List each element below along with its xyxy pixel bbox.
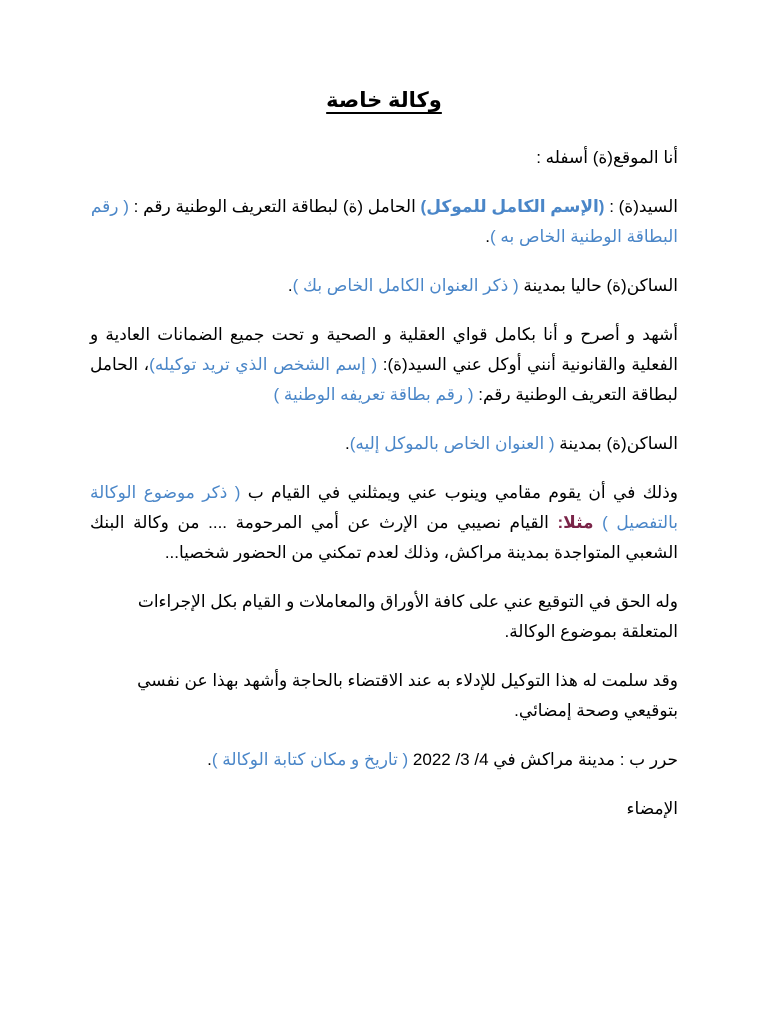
signature-label: الإمضاء — [626, 799, 678, 818]
residence-prefix: الساكن(ة) حاليا بمدينة — [518, 276, 678, 295]
agent-residence-prefix: الساكن(ة) بمدينة — [554, 434, 678, 453]
agent-residence-end: . — [344, 434, 350, 453]
principal-name-placeholder: (الإسم الكامل للموكل) — [420, 197, 605, 216]
agent-name-placeholder: ( إسم الشخص الذي تريد توكيله) — [149, 355, 378, 374]
declaration-middle: ، الحامل لبطاقة التعريف الوطنية رقم: — [90, 355, 678, 404]
purpose-paragraph — [90, 478, 678, 568]
delivered-paragraph: وقد سلمت له هذا التوكيل للإدلاء به عند الاقتضاء بالحاجة وأشهد بهذا عن نفسي بتوقيعي وصحة إمضائي. — [137, 671, 678, 720]
intro-line: أنا الموقع(ة) أسفله : — [536, 148, 678, 167]
agent-id-placeholder: ( رقم بطاقة تعريفه الوطنية ) — [273, 385, 474, 404]
agent-address-placeholder: ( العنوان الخاص بالموكل إليه) — [349, 434, 555, 453]
principal-prefix: السيد(ة) : — [604, 197, 678, 216]
example-label: مثلا: — [557, 513, 603, 532]
issued-date: 2022 /3 /4 — [412, 750, 489, 769]
principal-middle: الحامل (ة) لبطاقة التعريف الوطنية رقم : — [128, 197, 421, 216]
principal-end: . — [485, 227, 490, 246]
agent-residence-paragraph — [90, 429, 678, 459]
issued-end: . — [207, 750, 212, 769]
declaration-paragraph — [90, 320, 678, 410]
purpose-subject-placeholder: ( ذكر موضوع الوكالة بالتفصيل ) — [90, 483, 678, 532]
residence-end: . — [287, 276, 293, 295]
document-title: وكالة خاصة — [326, 89, 442, 112]
principal-id-placeholder: ( رقم البطاقة الوطنية الخاص به ) — [90, 197, 678, 246]
principal-paragraph — [90, 192, 678, 252]
document-body — [90, 143, 678, 843]
issued-prefix: حرر ب : مدينة مراكش في — [488, 750, 678, 769]
declaration-text: أشهد و أصرح و أنا بكامل قواي العقلية و الصحية و تحت جميع الضمانات العادية و الفعلية والقانونية أنني أوكل عني السيد(ة): — [90, 325, 679, 374]
example-text: القيام نصيبي من الإرث عن أمي المرحومة .... من وكالة البنك الشعبي المتواجدة بمدينة مراكش، وذلك لعدم تمكني من الحضور شخصيا... — [90, 513, 678, 562]
residence-address-placeholder: ( ذكر العنوان الكامل الخاص بك ) — [292, 276, 519, 295]
purpose-prefix: وذلك في أن يقوم مقامي وينوب عني ويمثلني في القيام ب — [240, 483, 678, 502]
issued-line — [90, 745, 678, 775]
residence-paragraph — [90, 271, 678, 301]
rights-paragraph: وله الحق في التوقيع عني على كافة الأوراق والمعاملات و القيام بكل الإجراءات المتعلقة بموضوع الوكالة. — [137, 592, 678, 641]
issued-date-placeholder: ( تاريخ و مكان كتابة الوكالة ) — [211, 750, 413, 769]
